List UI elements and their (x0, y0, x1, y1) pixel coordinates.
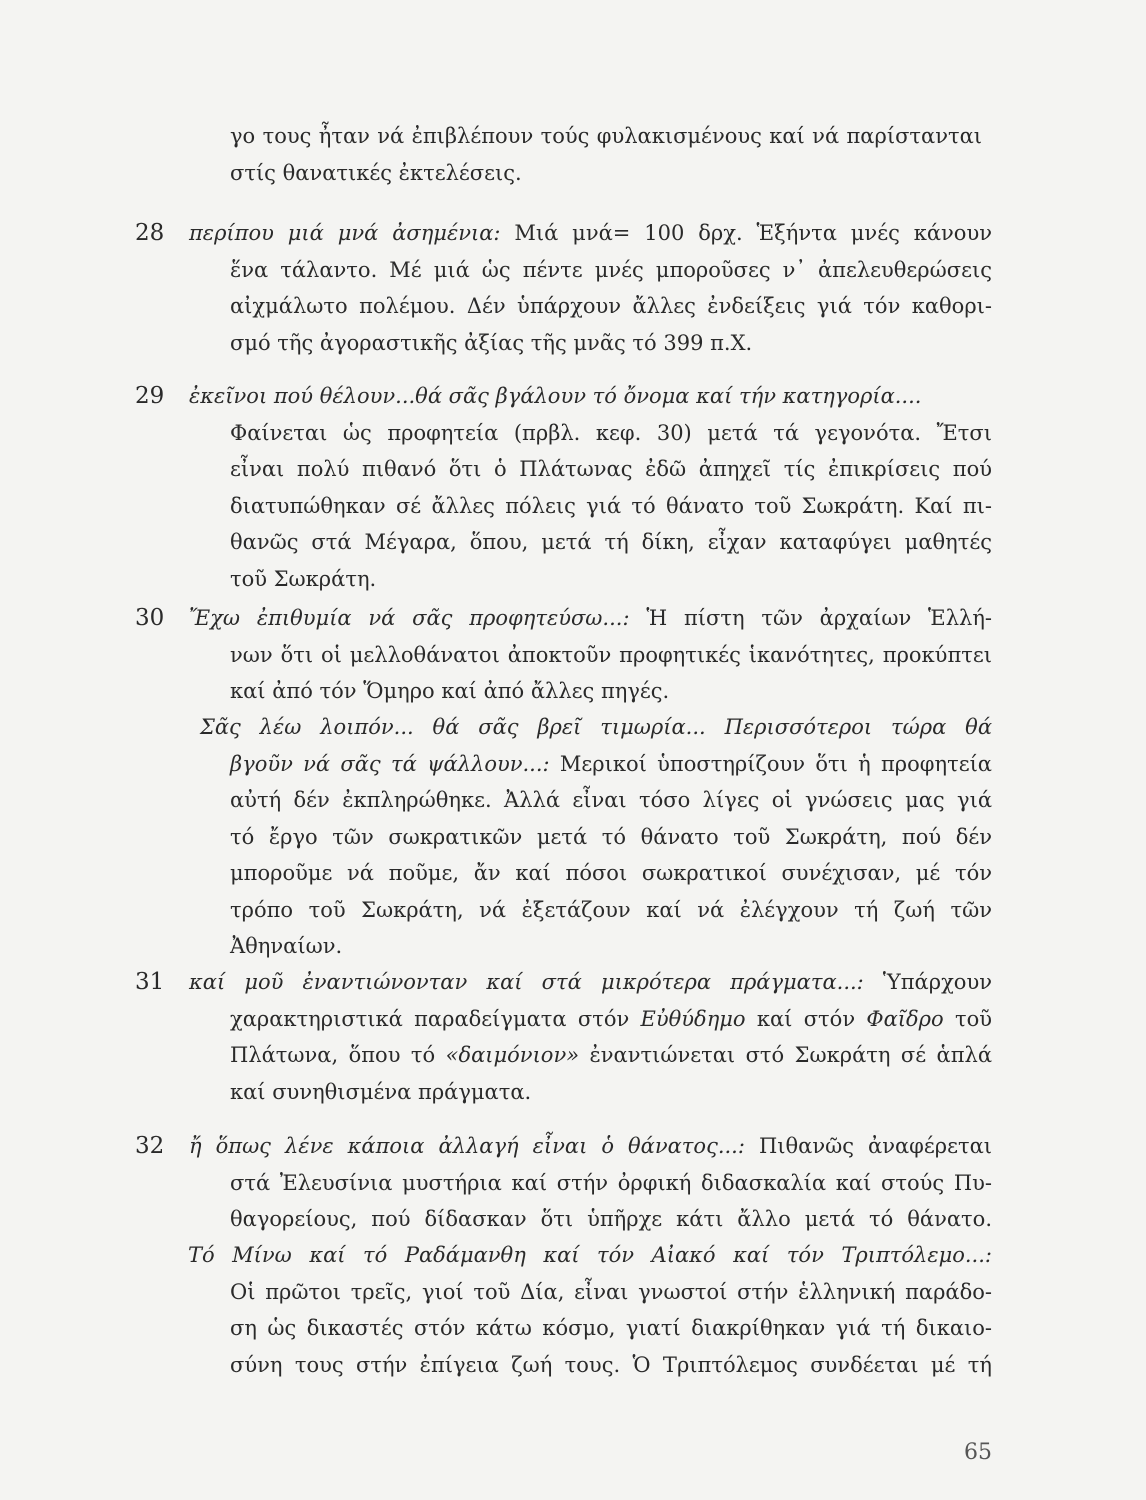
note-line: σμό τῆς ἀγοραστικῆς ἀξίας τῆς μνᾶς τό 399 π.Χ. (230, 330, 753, 355)
note-lemma: ἐκεῖνοι πού θέλουν...θά σᾶς βγάλουν τό ὄνομα καί τήν κατηγορία.... (189, 384, 922, 408)
note-line: θανῶς στά Μέγαρα, ὅπου, μετά τή δίκη, εἶχαν καταφύγει μαθητές (230, 530, 992, 554)
note-line: καί ἀπό τόν Ὅμηρο καί ἀπό ἄλλες πηγές. (230, 679, 670, 703)
note-line: στά Ἐλευσίνια μυστήρια καί στήν ὀρφική διδασκαλία καί στούς Πυ- (230, 1170, 992, 1195)
note-number: 31 (135, 969, 165, 995)
note-28-body (230, 252, 992, 362)
note-text: χαρακτηριστικά παραδείγματα στόν (230, 1006, 641, 1031)
page-number: 65 (964, 1440, 992, 1465)
note-number: 29 (135, 383, 165, 409)
note-text: Πλάτωνα, ὅπου τό (230, 1043, 446, 1067)
note-30-line1 (189, 600, 992, 637)
note-line: τρόπο τοῦ Σωκράτη, νά ἐξετάζουν καί νά ἐλέγχουν τή ζωή τῶν (230, 897, 992, 922)
note-text: Μερικοί ὑποστηρίζουν ὅτι ἡ προφητεία (549, 751, 992, 776)
work-title: Φαῖδρο (866, 1006, 944, 1031)
note-line: ση ὡς δικαστές στόν κάτω κόσμο, γιατί διακρίθηκαν γιά τή δικαιο- (230, 1316, 992, 1340)
note-line: Φαίνεται ὡς προφητεία (πρβλ. κεφ. 30) μετά τά γεγονότα. Ἔτσι (230, 420, 992, 445)
note-sub-lemma: βγοῦν νά σᾶς τά ψάλλουν...: (230, 751, 550, 776)
note-line: αὐτή δέν ἐκπληρώθηκε. Ἀλλά εἶναι τόσο λίγες οἱ γνώσεις μας γιά (230, 788, 992, 812)
note-line: τό ἔργο τῶν σωκρατικῶν μετά τό θάνατο τοῦ Σωκράτη, πού δέν (230, 824, 992, 849)
note-31-body (230, 1001, 992, 1111)
note-number: 28 (135, 220, 165, 246)
note-number: 32 (135, 1133, 165, 1159)
note-text: Μιά μνά= 100 δρχ. Ἑξήντα μνές κάνουν (500, 221, 992, 245)
note-sub-lemma: Σᾶς λέω λοιπόν... θά σᾶς βρεῖ τιμωρία... Περισσότεροι τώρα θά (200, 715, 992, 739)
note-28-line1 (189, 215, 992, 252)
note-lemma: Ἔχω ἐπιθυμία νά σᾶς προφητεύσω...: (189, 606, 630, 630)
intro-block (230, 118, 982, 191)
note-sub-lemma: Τό Μίνω καί τό Ραδάμανθη καί τόν Αἰακό καί τόν Τριπτόλεμο...: (188, 1243, 992, 1267)
note-line: τοῦ Σωκράτη. (230, 566, 377, 591)
note-line: διατυπώθηκαν σέ ἄλλες πόλεις γιά τό θάνατο τοῦ Σωκράτη. Καί πι- (230, 493, 992, 518)
note-line: Οἱ πρῶτοι τρεῖς, γιοί τοῦ Δία, εἶναι γνωστοί στήν ἑλληνική παράδο- (230, 1279, 992, 1304)
work-title: Εὐθύδημο (640, 1006, 746, 1031)
note-lemma: περίπου μιά μνά ἀσημένια: (189, 221, 501, 245)
note-29-body (230, 415, 992, 598)
note-text: τοῦ (943, 1006, 992, 1031)
intro-line: γο τους ἦταν νά ἐπιβλέπουν τούς φυλακισμένους καί νά παρίστανται (230, 124, 982, 148)
note-text: Πιθανῶς ἀναφέρεται (744, 1134, 993, 1158)
quoted-term: «δαιμόνιον» (445, 1043, 580, 1067)
note-line: νων ὅτι οἱ μελλοθάνατοι ἀποκτοῦν προφητικές ἱκανότητες, προκύπτει (230, 642, 992, 667)
intro-line: στίς θανατικές ἐκτελέσεις. (230, 160, 522, 185)
note-30-sub-line1 (200, 709, 992, 746)
note-32-sub-body (230, 1274, 992, 1384)
note-text: Ἡ πίστη τῶν ἀρχαίων Ἑλλή- (629, 606, 993, 630)
note-32-line1 (189, 1128, 992, 1165)
note-line: εἶναι πολύ πιθανό ὅτι ὁ Πλάτωνας ἐδῶ ἀπηχεῖ τίς ἐπικρίσεις πού (230, 457, 992, 481)
note-line: θαγορείους, πού δίδασκαν ὅτι ὑπῆρχε κάτι ἄλλο μετά τό θάνατο. (230, 1207, 992, 1231)
note-line: αἰχμάλωτο πολέμου. Δέν ὑπάρχουν ἄλλες ἐνδείξεις γιά τόν καθορι- (230, 294, 992, 318)
note-29-line1 (189, 378, 934, 415)
note-30-body (230, 637, 992, 710)
note-lemma: καί μοῦ ἐναντιώνονταν καί στά μικρότερα πράγματα...: (189, 970, 864, 994)
note-32-body (230, 1165, 992, 1238)
note-line: καί συνηθισμένα πράγματα. (230, 1079, 532, 1104)
note-31-line1 (189, 964, 992, 1001)
note-lemma: ἤ ὅπως λένε κάποια ἀλλαγή εἶναι ὁ θάνατος...: (189, 1134, 745, 1158)
note-text: καί στόν (745, 1006, 867, 1031)
note-text: Ὑπάρχουν (863, 970, 992, 994)
note-line: Ἀθηναίων. (230, 934, 343, 958)
note-text: ἐναντιώνεται στό Σωκράτη σέ ἁπλά (579, 1043, 993, 1067)
note-number: 30 (135, 605, 165, 631)
note-line: μποροῦμε νά ποῦμε, ἄν καί πόσοι σωκρατικοί συνέχισαν, μέ τόν (230, 861, 992, 885)
note-32-sub-line1 (188, 1237, 992, 1274)
note-30-sub-body (230, 746, 992, 965)
note-line: σύνη τους στήν ἐπίγεια ζωή τους. Ὁ Τριπτόλεμος συνδέεται μέ τή (230, 1352, 992, 1377)
note-line: ἕνα τάλαντο. Μέ μιά ὡς πέντε μνές μποροῦσες ν᾽ ἀπελευθερώσεις (230, 257, 992, 282)
